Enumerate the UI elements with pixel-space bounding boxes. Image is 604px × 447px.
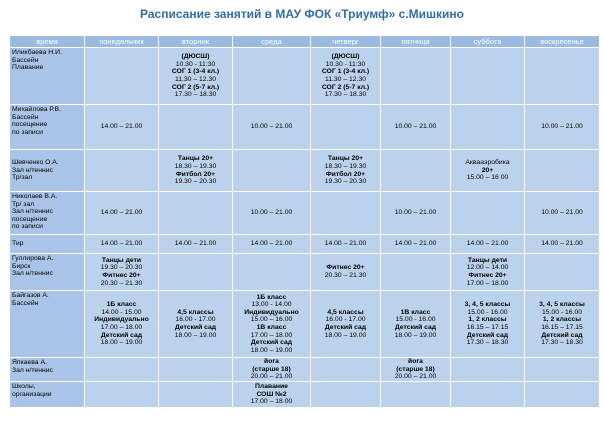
schedule-entry: 16.00 - 17.00 xyxy=(325,316,366,324)
schedule-entry: 20.30 – 21.30 xyxy=(100,279,143,287)
schedule-entry: 14.00 – 21.00 xyxy=(100,240,143,248)
schedule-cell xyxy=(159,105,233,150)
schedule-entry: 18.00 – 19.00 xyxy=(394,331,437,339)
schedule-cell xyxy=(159,235,233,254)
schedule-entry: 11.30 – 12.30 xyxy=(324,76,367,83)
schedule-entry: 18.00 – 19.00 xyxy=(324,331,367,339)
schedule-entry: 18.00 – 19.00 xyxy=(174,331,217,339)
schedule-entry: 15.00 - 16.00 xyxy=(541,308,583,316)
schedule-cell xyxy=(85,105,159,150)
schedule-entry: Детский сад xyxy=(541,331,583,339)
schedule-cell xyxy=(233,254,311,291)
schedule-entry: Танцы 20+ xyxy=(177,155,214,163)
trainer-line: Иликбаева Н.И. xyxy=(12,49,62,56)
schedule-cell xyxy=(381,192,451,235)
trainer-line: Байгазов А. xyxy=(12,292,49,299)
schedule-entry: Аквааэробика xyxy=(465,159,510,167)
schedule-cell xyxy=(159,192,233,235)
schedule-cell xyxy=(159,254,233,291)
schedule-entry: 13.00 - 14.00 xyxy=(251,301,292,309)
schedule-entry: Индивидуально xyxy=(94,316,149,324)
schedule-cell xyxy=(311,150,381,192)
schedule-row xyxy=(10,192,600,235)
schedule-cell xyxy=(451,150,525,192)
schedule-cell xyxy=(311,254,381,291)
schedule-entry: 14.00 – 21.00 xyxy=(100,123,143,131)
schedule-entry: 17.30 – 18.30 xyxy=(541,339,583,347)
schedule-entry: (старше 18) xyxy=(396,365,435,373)
schedule-cell xyxy=(159,291,233,358)
schedule-entry: 18.30 – 19.30 xyxy=(174,162,217,170)
schedule-cell xyxy=(451,291,525,358)
schedule-entry: 20+ xyxy=(481,166,494,174)
schedule-entry: Фитнес 20+ xyxy=(102,272,141,279)
schedule-entry: 19.30 – 20.30 xyxy=(100,264,143,272)
schedule-entry: 10.00 – 21.00 xyxy=(250,123,293,131)
trainer-line: Тр/ зал xyxy=(12,200,35,208)
schedule-cell xyxy=(381,254,451,291)
schedule-cell xyxy=(233,382,311,408)
trainer-cell xyxy=(10,358,85,382)
schedule-row xyxy=(10,358,600,382)
schedule-cell xyxy=(85,382,159,408)
schedule-cell xyxy=(311,382,381,408)
schedule-entry: 14.00 – 21.00 xyxy=(394,240,437,248)
schedule-row xyxy=(10,105,600,150)
schedule-entry: Фитнес 20+ xyxy=(468,272,507,279)
trainer-line: посещение xyxy=(12,121,48,129)
schedule-cell xyxy=(451,382,525,408)
schedule-entry: 14.00 – 21.00 xyxy=(541,240,583,248)
schedule-entry: 10.00 – 21.00 xyxy=(394,209,437,217)
schedule-cell xyxy=(381,150,451,192)
trainer-line: Зал н/теннис xyxy=(12,366,53,374)
schedule-entry: 17.00 – 18.00 xyxy=(250,331,293,339)
schedule-entry: 3, 4, 5 классы xyxy=(539,301,585,309)
schedule-entry: 20.30 – 21.30 xyxy=(324,272,367,279)
schedule-entry: 3, 4, 5 классы xyxy=(464,301,511,309)
schedule-cell xyxy=(451,235,525,254)
trainer-cell xyxy=(10,105,85,150)
schedule-cell xyxy=(525,358,600,382)
schedule-entry: 15.00 - 16.00 xyxy=(467,308,508,316)
schedule-entry: 18.00 – 19.00 xyxy=(100,339,143,347)
schedule-entry: 16.15 – 17.15 xyxy=(541,324,583,331)
trainer-cell xyxy=(10,235,85,254)
schedule-entry: Плавание xyxy=(255,383,288,391)
trainer-line: Шевченко О.А. xyxy=(12,159,59,167)
schedule-cell xyxy=(311,291,381,358)
schedule-entry: 1, 2 классы xyxy=(468,316,507,324)
trainer-line: Школы, xyxy=(12,383,36,390)
trainer-line: Михайлова Р.В. xyxy=(12,106,61,113)
trainer-line: по записи xyxy=(12,128,43,136)
trainer-cell xyxy=(10,192,85,235)
schedule-row xyxy=(10,48,600,105)
column-header: четверг xyxy=(311,36,381,48)
schedule-cell xyxy=(381,291,451,358)
schedule-cell xyxy=(85,291,159,358)
schedule-entry: 11.30 – 12.30 xyxy=(174,76,217,83)
schedule-cell xyxy=(381,358,451,382)
schedule-entry: 1Б класс xyxy=(256,293,287,301)
schedule-cell xyxy=(525,48,600,105)
schedule-body xyxy=(10,48,600,408)
schedule-cell xyxy=(233,48,311,105)
schedule-cell xyxy=(159,48,233,105)
schedule-row xyxy=(10,150,600,192)
schedule-entry: Детский сад xyxy=(250,339,293,347)
schedule-cell xyxy=(159,358,233,382)
schedule-entry: (старше 18) xyxy=(252,365,291,373)
trainer-line: Тр/зал xyxy=(12,174,33,182)
schedule-cell xyxy=(311,358,381,382)
schedule-entry: 19.30 – 20.30 xyxy=(324,178,367,186)
schedule-cell xyxy=(381,48,451,105)
schedule-entry: 1В класс xyxy=(400,308,431,316)
trainer-line: Гуллирова А. xyxy=(12,255,54,262)
schedule-row xyxy=(10,254,600,291)
schedule-cell xyxy=(451,358,525,382)
trainer-line: по записи xyxy=(12,223,43,231)
column-header: суббота xyxy=(451,36,525,48)
trainer-line: организации xyxy=(12,390,52,398)
schedule-entry: 15.00 - 16.00 xyxy=(395,316,436,324)
trainer-cell xyxy=(10,382,85,408)
schedule-entry: 18.00 – 19.00 xyxy=(250,346,293,354)
schedule-cell xyxy=(233,291,311,358)
header-row xyxy=(10,36,600,48)
schedule-cell xyxy=(311,192,381,235)
schedule-entry: Детский сад xyxy=(466,331,509,339)
trainer-line: Бассейн xyxy=(12,113,39,121)
schedule-entry: (ДЮСШ) xyxy=(331,53,360,61)
schedule-entry: 10.00 – 21.00 xyxy=(250,209,293,217)
schedule-entry: СОГ 2 (5-7 кл.) xyxy=(171,83,220,91)
schedule-cell xyxy=(525,254,600,291)
schedule-entry: 17.30 – 18.30 xyxy=(466,339,509,347)
schedule-entry: 15.00 – 16 00 xyxy=(466,174,509,182)
schedule-entry: 20.00 – 21.00 xyxy=(394,373,437,381)
schedule-row xyxy=(10,382,600,408)
trainer-line: посещение xyxy=(12,215,48,223)
schedule-entry: йога xyxy=(264,358,279,366)
schedule-entry: Детский сад xyxy=(394,324,437,331)
trainer-line: Тир xyxy=(12,240,24,248)
column-header: пятница xyxy=(381,36,451,48)
schedule-entry: 14.00 – 21.00 xyxy=(100,209,143,217)
schedule-entry: 14.00 – 21.00 xyxy=(250,240,293,248)
trainer-cell xyxy=(10,291,85,358)
column-header: среда xyxy=(233,36,311,48)
schedule-cell xyxy=(85,48,159,105)
schedule-entry: 17.00 – 18.00 xyxy=(250,398,293,406)
trainer-cell xyxy=(10,48,85,105)
schedule-cell xyxy=(233,192,311,235)
trainer-cell xyxy=(10,254,85,291)
schedule-entry: 1Б класс xyxy=(106,301,137,309)
schedule-cell xyxy=(311,235,381,254)
schedule-cell xyxy=(233,150,311,192)
trainer-line: Зал н/теннис xyxy=(12,208,53,216)
schedule-cell xyxy=(311,105,381,150)
schedule-cell xyxy=(451,105,525,150)
column-header: воскресенье xyxy=(525,36,600,48)
schedule-cell xyxy=(159,382,233,408)
schedule-cell xyxy=(85,150,159,192)
schedule-cell xyxy=(85,235,159,254)
schedule-entry: 17.30 – 18.30 xyxy=(174,91,217,99)
schedule-entry: 10.00 – 21.00 xyxy=(541,209,583,217)
schedule-entry: 4,5 классы xyxy=(177,308,214,316)
column-header: время xyxy=(10,36,85,48)
schedule-entry: Детский сад xyxy=(324,324,367,331)
schedule-entry: 12.00 – 14.00 xyxy=(466,264,509,272)
trainer-cell xyxy=(10,150,85,192)
schedule-entry: 10.00 – 21.00 xyxy=(541,123,583,131)
column-header: вторник xyxy=(159,36,233,48)
schedule-entry: Фитнес 20+ xyxy=(326,264,365,272)
schedule-cell xyxy=(381,105,451,150)
trainer-line: Николаев В.А. xyxy=(12,193,58,200)
schedule-entry: Индивидуально xyxy=(244,308,299,316)
schedule-entry: 10.30 - 11:30 xyxy=(325,60,366,68)
schedule-cell xyxy=(381,382,451,408)
trainer-line: Бирск xyxy=(12,262,31,270)
trainer-line: Зал н/теннис xyxy=(12,270,53,278)
schedule-entry: 10.00 – 21.00 xyxy=(394,123,437,131)
schedule-cell xyxy=(525,291,600,358)
schedule-entry: 17.00 – 18.00 xyxy=(100,324,143,331)
schedule-entry: 14.00 - 15.00 xyxy=(101,308,142,316)
schedule-cell xyxy=(451,48,525,105)
schedule-entry: 18.30 – 19.30 xyxy=(324,162,367,170)
trainer-line: Япкаева А. xyxy=(12,359,47,366)
schedule-cell xyxy=(85,254,159,291)
schedule-entry: СОГ 2 (5-7 кл.) xyxy=(321,83,370,91)
schedule-cell xyxy=(525,382,600,408)
schedule-cell xyxy=(233,358,311,382)
schedule-entry: 17.00 – 18.00 xyxy=(466,279,509,287)
schedule-entry: 14.00 – 21.00 xyxy=(466,240,509,248)
schedule-cell xyxy=(159,150,233,192)
schedule-entry: 20.00 – 21.00 xyxy=(250,373,293,381)
schedule-entry: СОШ №2 xyxy=(256,390,287,398)
schedule-entry: 4,5 классы xyxy=(327,308,364,316)
schedule-cell xyxy=(525,150,600,192)
schedule-cell xyxy=(311,48,381,105)
schedule-cell xyxy=(85,358,159,382)
schedule-cell xyxy=(451,254,525,291)
schedule-row xyxy=(10,235,600,254)
schedule-entry: 1, 2 классы xyxy=(542,316,582,324)
schedule-entry: Танцы дети xyxy=(101,256,142,264)
schedule-entry: СОГ 1 (3-4 кл.) xyxy=(321,68,370,76)
schedule-entry: СОГ 1 (3-4 кл.) xyxy=(171,68,220,76)
schedule-cell xyxy=(525,105,600,150)
page-title: Расписание занятий в МАУ ФОК «Триумф» с.Мишкино xyxy=(140,7,464,21)
schedule-cell xyxy=(451,192,525,235)
schedule-cell xyxy=(233,235,311,254)
schedule-entry: 16.00 - 17.00 xyxy=(175,316,216,324)
schedule-cell xyxy=(381,235,451,254)
schedule-entry: Детский сад xyxy=(100,331,143,339)
schedule-cell xyxy=(233,105,311,150)
schedule-row xyxy=(10,291,600,358)
schedule-entry: Фитбол 20+ xyxy=(325,170,366,178)
schedule-entry: 19.30 – 20.30 xyxy=(174,178,217,186)
schedule-entry: 14.00 – 21.00 xyxy=(174,240,217,248)
schedule-entry: 14.00 – 21.00 xyxy=(324,240,367,248)
schedule-entry: (ДЮСШ) xyxy=(181,53,210,61)
column-header: понедельник xyxy=(85,36,159,48)
schedule-entry: Детский сад xyxy=(174,324,217,331)
schedule-cell xyxy=(525,192,600,235)
schedule-entry: 16.15 – 17.15 xyxy=(466,324,509,331)
trainer-line: Плавание xyxy=(12,64,44,72)
schedule-entry: 15.00 – 16.00 xyxy=(250,316,293,324)
trainer-line: Бассейн xyxy=(12,56,39,64)
schedule-entry: Танцы 20+ xyxy=(327,155,364,163)
schedule-table xyxy=(9,35,600,408)
schedule-entry: 17.30 – 18.30 xyxy=(324,91,367,99)
schedule-entry: Фитбол 20+ xyxy=(175,170,216,178)
trainer-line: Бассейн xyxy=(12,299,39,307)
schedule-entry: 1В класс xyxy=(256,324,287,331)
schedule-entry: 10.30 - 11:30 xyxy=(175,60,216,68)
schedule-entry: йога xyxy=(408,358,423,366)
schedule-cell xyxy=(525,235,600,254)
trainer-line: Зал н/теннис xyxy=(12,166,53,174)
schedule-entry: Танцы дети xyxy=(467,256,508,264)
schedule-cell xyxy=(85,192,159,235)
